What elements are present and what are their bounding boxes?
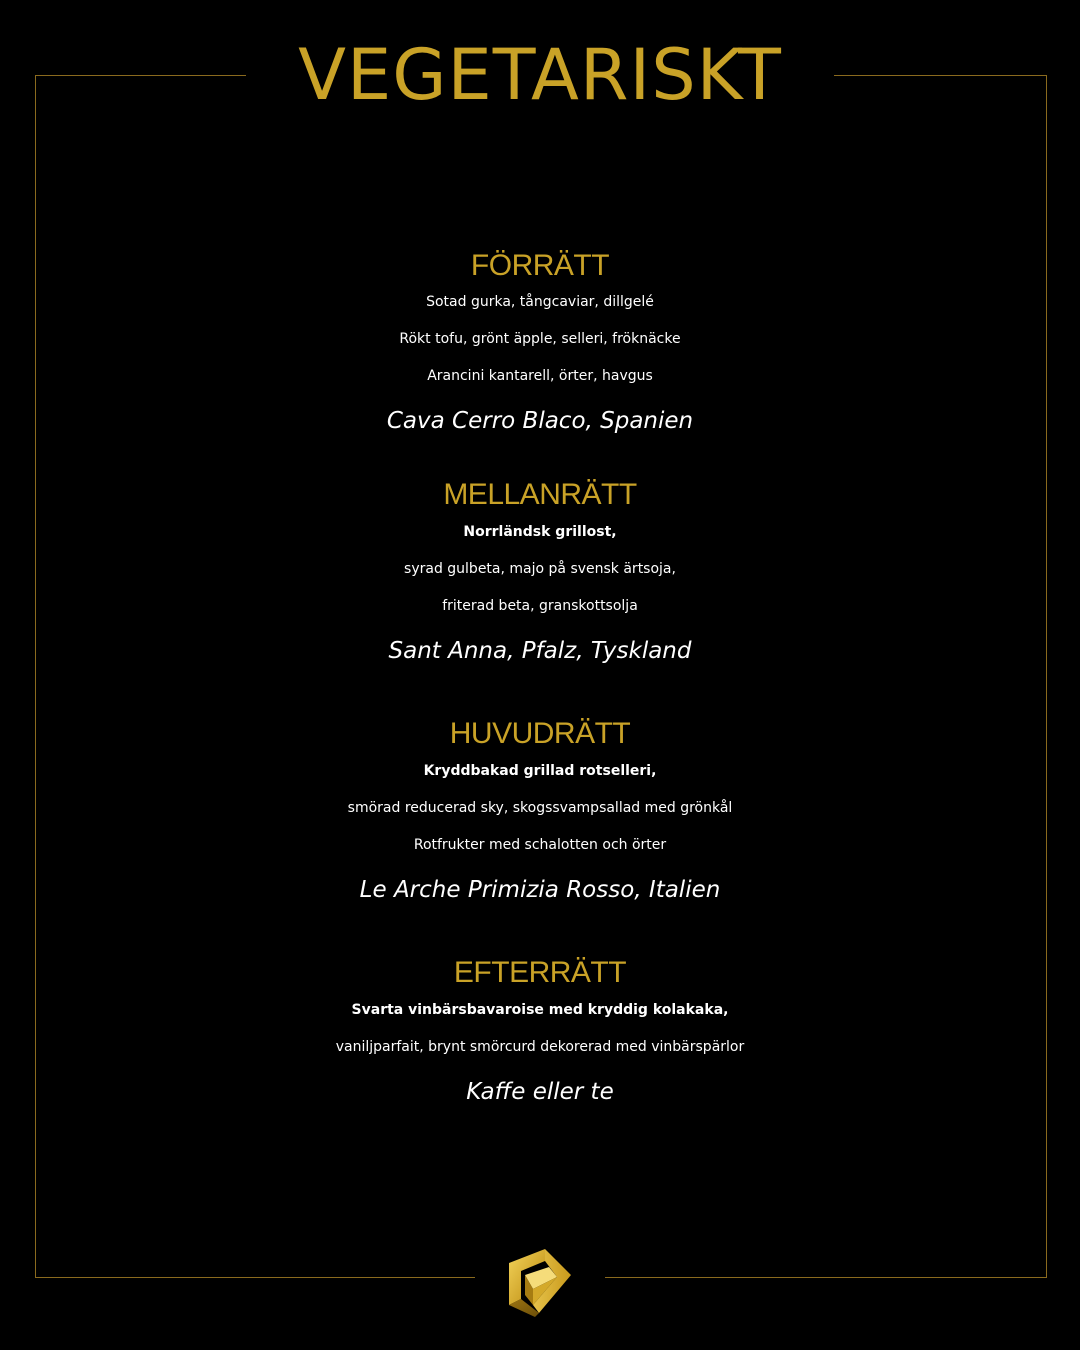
dish-line: Rotfrukter med schalotten och örter xyxy=(413,837,667,853)
dish-line: Arancini kantarell, örter, havgus xyxy=(427,368,653,384)
wine-pairing: Le Arche Primizia Rosso, Italien xyxy=(359,877,721,903)
dish-line: Sotad gurka, tångcaviar, dillgelé xyxy=(426,294,654,310)
course-heading: MELLANRÄTT xyxy=(443,478,637,511)
course-starter xyxy=(60,248,1020,437)
course-intermediate xyxy=(60,477,1020,667)
wine-pairing: Sant Anna, Pfalz, Tyskland xyxy=(388,638,692,664)
dish-title: Svarta vinbärsbavaroise med kryddig kolakaka, xyxy=(351,1002,729,1018)
dish-line: smörad reducerad sky, skogssvampsallad med grönkål xyxy=(347,800,733,816)
frame-bottom-right-line xyxy=(605,1277,1047,1278)
wine-pairing: Kaffe eller te xyxy=(466,1079,614,1105)
course-dessert xyxy=(60,955,1020,1108)
wine-pairing: Cava Cerro Blaco, Spanien xyxy=(386,408,694,434)
frame-bottom-left-line xyxy=(35,1277,475,1278)
frame-left-line xyxy=(35,75,36,1278)
dish-line: Rökt tofu, grönt äpple, selleri, fröknäcke xyxy=(399,331,681,347)
gold-cube-logo-icon xyxy=(505,1245,575,1317)
dish-line: friterad beta, granskottsolja xyxy=(442,598,638,614)
dish-line: vaniljparfait, brynt smörcurd dekorerad med vinbärspärlor xyxy=(335,1039,745,1055)
course-main xyxy=(60,716,1020,906)
dish-title: Kryddbakad grillad rotselleri, xyxy=(423,763,657,779)
course-heading: FÖRRÄTT xyxy=(470,249,610,282)
course-heading: HUVUDRÄTT xyxy=(449,717,631,750)
dish-line: syrad gulbeta, majo på svensk ärtsoja, xyxy=(404,561,676,577)
course-heading: EFTERRÄTT xyxy=(453,956,627,989)
frame-right-line xyxy=(1046,75,1047,1278)
dish-title: Norrländsk grillost, xyxy=(463,524,617,540)
page-title: VEGETARISKT xyxy=(298,34,782,116)
